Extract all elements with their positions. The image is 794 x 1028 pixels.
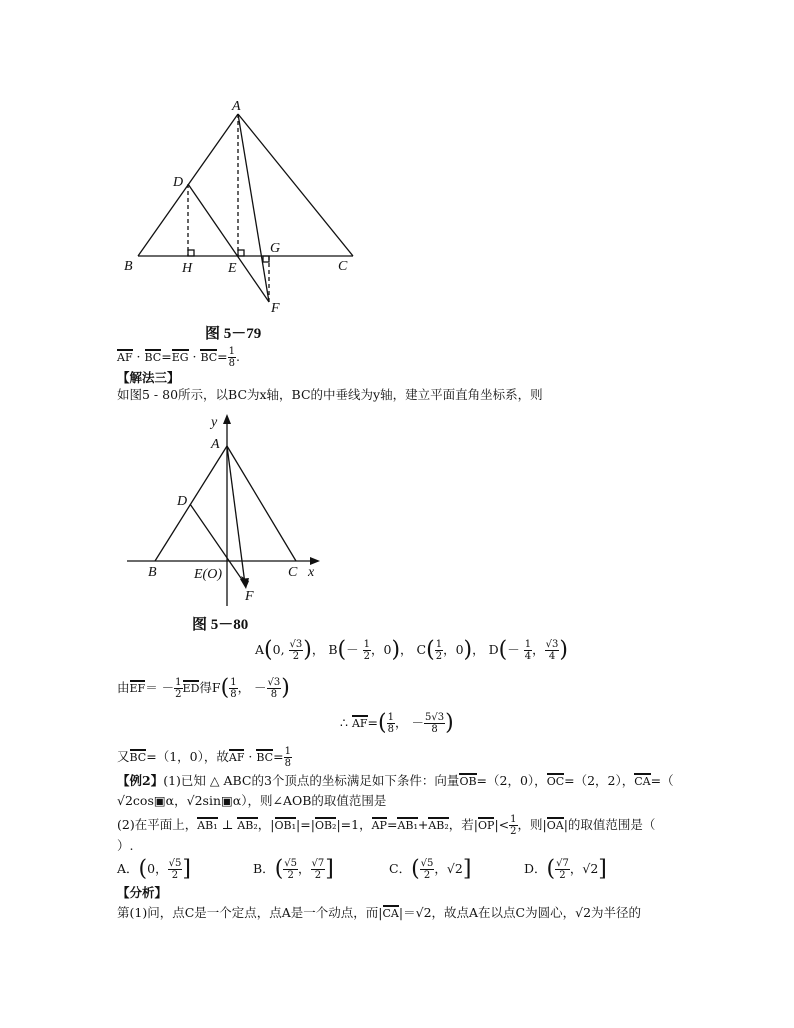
segment-AF xyxy=(238,114,269,302)
example2-line2: √2cos▣α，√2sin▣α），则∠AOB的取值范围是 xyxy=(117,793,387,808)
x-axis-arrow xyxy=(310,557,320,565)
method3-intro: 如图5 - 80所示，以BC为x轴，BC的中垂线为y轴，建立平面直角坐标系，则 xyxy=(117,387,543,402)
label-A: A xyxy=(232,99,241,114)
segment-AB xyxy=(155,446,227,561)
label-H: H xyxy=(182,261,193,276)
option-d[interactable]: D．( $\frac{√7}{2}$ ，√2] xyxy=(524,856,607,882)
label-F: F xyxy=(245,589,254,604)
segment-DF xyxy=(188,184,269,302)
label-D: D xyxy=(173,175,184,190)
label-F: F xyxy=(271,301,280,315)
segment-AF xyxy=(227,446,245,584)
line-ef: 由EF＝ － $\frac{1}{2}$ ED得F( $\frac{1}{8}$ ， － $\frac{√3}{8}$ ) xyxy=(117,675,290,701)
label-A: A xyxy=(211,437,220,452)
right-angle-H xyxy=(188,250,194,256)
label-x: x xyxy=(308,565,315,580)
example2-line4: ）. xyxy=(117,838,134,853)
option-a[interactable]: A．(0， $\frac{√5}{2}$ ] xyxy=(117,856,191,882)
segment-AC xyxy=(227,446,296,561)
right-angle-E xyxy=(238,250,244,256)
figure-5-80-caption: 图 5－80 xyxy=(192,617,249,633)
label-C: C xyxy=(338,259,348,274)
label-D: D xyxy=(177,494,188,509)
line-af: ∴ AF=( $\frac{1}{8}$ ， － $\frac{5√3}{8}$ ) xyxy=(340,710,454,736)
line-bc: 又BC=（1，0），故AF · BC= $\frac{1}{8}$ xyxy=(117,746,291,769)
option-b[interactable]: B．( $\frac{√5}{2}$ ， $\frac{√7}{2}$ ] xyxy=(253,856,334,882)
label-G: G xyxy=(270,241,281,256)
figure-5-79 xyxy=(110,95,370,315)
label-C: C xyxy=(288,565,298,580)
example2-line3: (2)在平面上，AB₁ ⊥ AB₂，|OB₁|=|OB₂|=1，AP=AB₁+AB₂，若|OP|< $\frac{1}{2}$ ，则|OA|的取值范围是（ xyxy=(117,814,656,837)
label-EO: E(O) xyxy=(194,567,222,582)
label-B: B xyxy=(148,565,157,580)
right-angle-G xyxy=(263,256,269,262)
label-E: E xyxy=(228,261,237,276)
analysis-line: 第(1)问，点C是一个定点，点A是一个动点，而|CA|＝√2，故点A在以点C为圆心，√2为半径的 xyxy=(117,905,642,920)
segment-AC xyxy=(238,114,353,256)
figure-5-80 xyxy=(115,408,335,608)
option-c[interactable]: C．( $\frac{√5}{2}$ ，√2] xyxy=(389,856,472,882)
label-B: B xyxy=(124,259,133,274)
equation-af-bc: AF · BC=EG · BC= $\frac{1}{8}$ . xyxy=(117,346,241,369)
coordinates-line: A(0, $\frac{√3}{2}$ )， B(－ $\frac{1}{2}$ ，0)， C( $\frac{1}{2}$ ，0)， D(－ $\frac{1}{4}$ ， $\frac{√3}{4}$ ) xyxy=(255,637,568,663)
label-y: y xyxy=(211,415,218,430)
analysis-heading: 【分析】 xyxy=(117,885,168,900)
y-axis-arrow xyxy=(223,414,231,424)
figure-5-79-caption: 图 5－79 xyxy=(205,326,262,342)
method3-heading: 【解法三】 xyxy=(117,370,180,385)
example2-line1: 【例2】(1)已知 △ ABC的3个顶点的坐标满足如下条件：向量OB=（2，0），OC=（2，2），CA=（ xyxy=(117,773,674,788)
